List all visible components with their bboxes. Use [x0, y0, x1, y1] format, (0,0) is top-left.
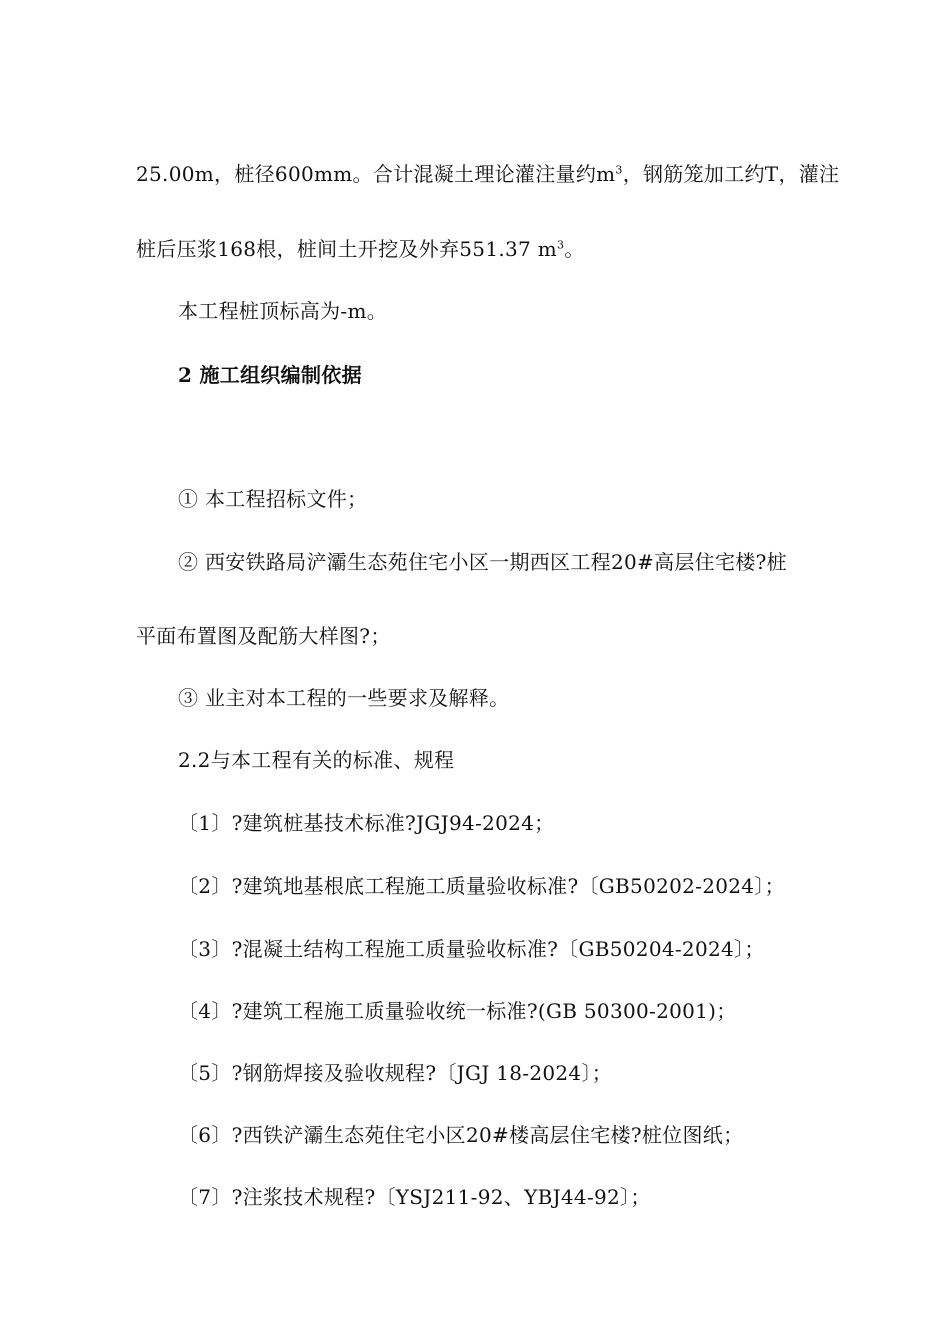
- basis-item-3: ③ 业主对本工程的一些要求及解释。: [178, 686, 510, 710]
- pile-top-elevation: 本工程桩顶标高为-m。: [178, 299, 388, 323]
- standard-item-1: 〔1〕?建筑桩基技术标准?JGJ94-2024；: [178, 811, 555, 835]
- basis-item-2: ② 西安铁路局浐灞生态苑住宅小区一期西区工程20#高层住宅楼?桩: [178, 550, 787, 574]
- intro-line-1-text: 25.00m，桩径600mm。合计混凝土理论灌注量约m: [136, 162, 616, 186]
- standard-item-4: 〔4〕?建筑工程施工质量验收统一标准?(GB 50300-2001)；: [178, 999, 737, 1023]
- intro-line-2-text: 桩后压浆168根，桩间土开挖及外弃551.37 m: [136, 237, 557, 261]
- basis-item-2-cont: 平面布置图及配筋大样图?；: [136, 624, 391, 648]
- superscript-3: 3: [556, 238, 565, 252]
- intro-line-1-text-end: ，钢筋笼加工约T，灌注: [622, 162, 840, 186]
- intro-line-1: [136, 160, 839, 188]
- standard-item-3: 〔3〕?混凝土结构工程施工质量验收标准?〔GB50204-2024〕；: [178, 937, 765, 961]
- section-2-2-heading: 2.2与本工程有关的标准、规程: [178, 748, 455, 772]
- standard-item-5: 〔5〕?钢筋焊接及验收规程?〔JGJ 18-2024〕；: [178, 1061, 613, 1085]
- standard-item-6: 〔6〕?西铁浐灞生态苑住宅小区20#楼高层住宅楼?桩位图纸；: [178, 1123, 744, 1147]
- standard-item-2: 〔2〕?建筑地基根底工程施工质量验收标准?〔GB50202-2024〕；: [178, 874, 785, 898]
- superscript-3: 3: [615, 163, 623, 177]
- basis-item-1: ① 本工程招标文件；: [178, 487, 368, 511]
- intro-line-2: [136, 235, 585, 263]
- section-2-heading: 2 施工组织编制依据: [178, 363, 362, 387]
- intro-line-2-text-end: 。: [564, 237, 585, 261]
- standard-item-7: 〔7〕?注浆技术规程?〔YSJ211-92、YBJ44-92〕；: [178, 1185, 651, 1209]
